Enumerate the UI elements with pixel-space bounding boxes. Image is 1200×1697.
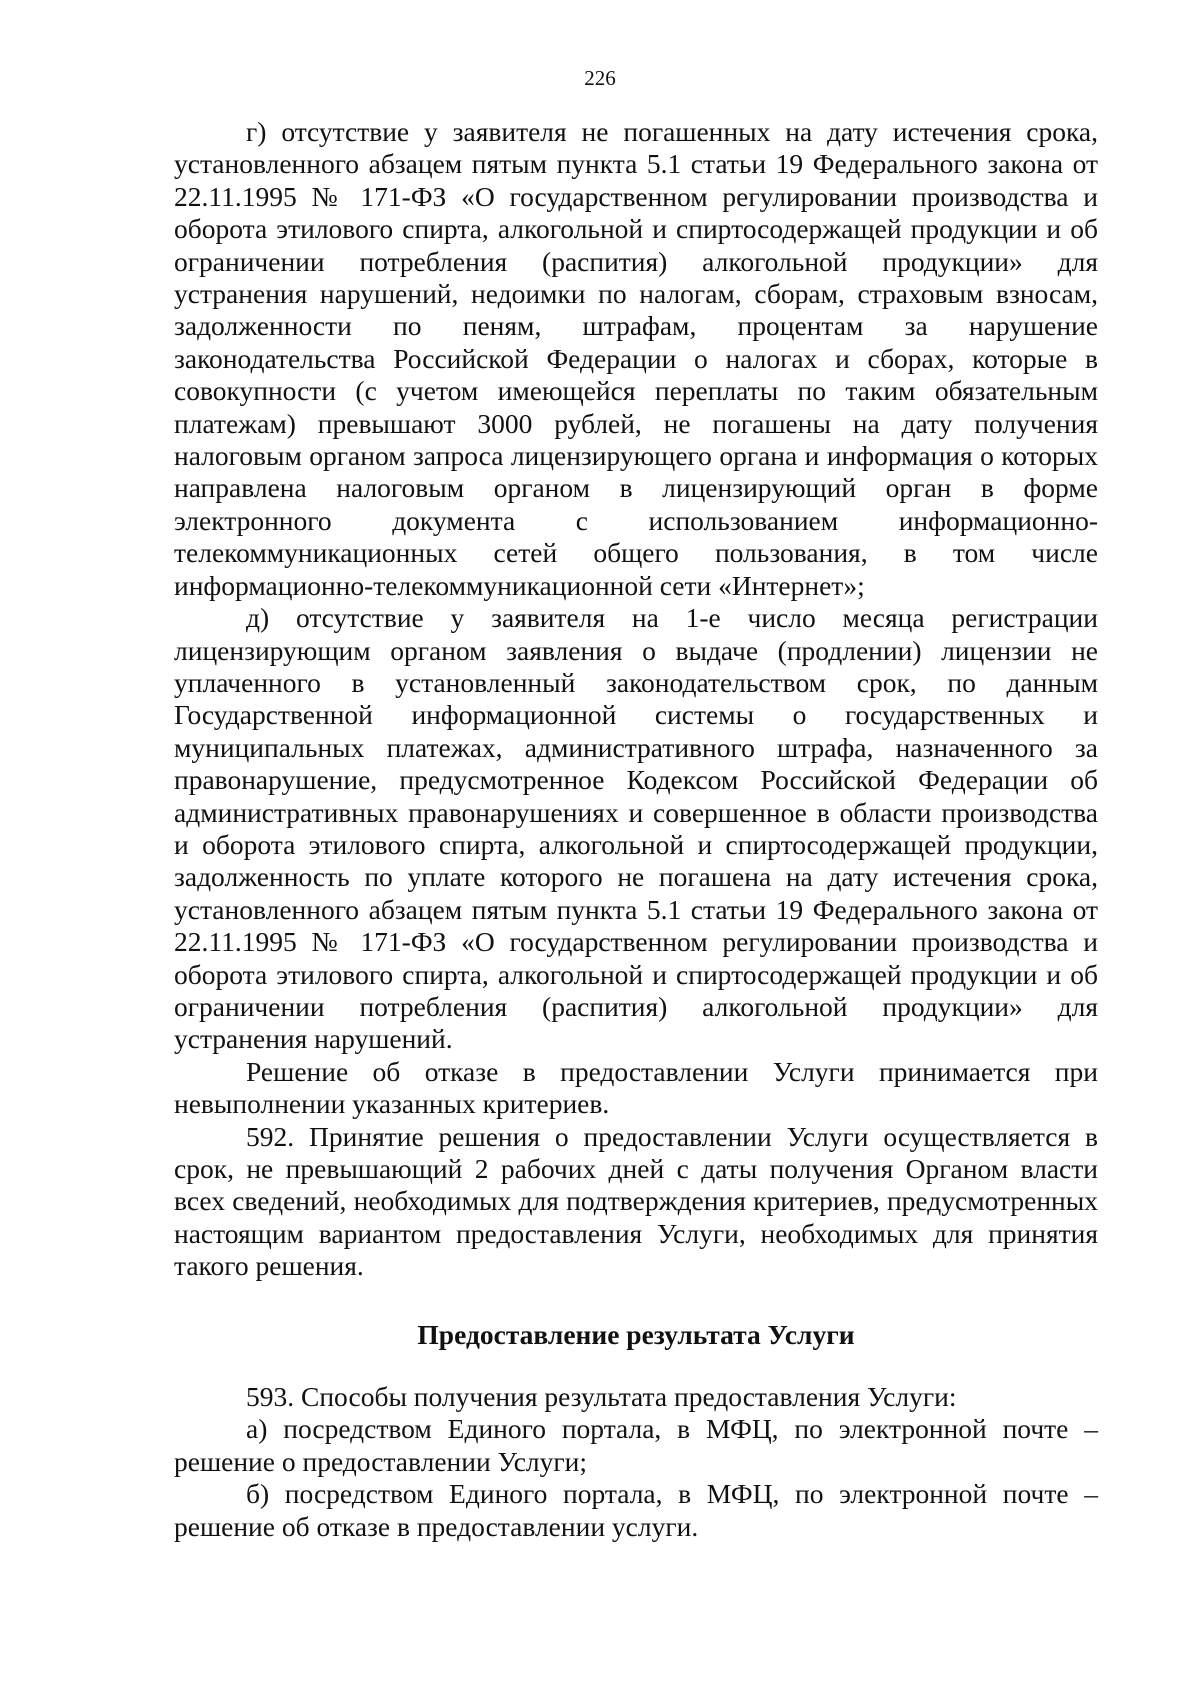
paragraph-593-b: б) посредством Единого портала, в МФЦ, по электронной почте – решение об отказе в предоставлении услуги. — [174, 1478, 1098, 1542]
section-heading: Предоставление результата Услуги — [417, 1318, 855, 1350]
paragraph-criterion-d: д) отсутствие у заявителя на 1-е число месяца регистрации лицензирующим органом заявления о выдаче (продлении) лицензии не уплаченного в установленный законодательством срок, по данным Государственной информационной системы о государственных и муниципальных платежах, административного штрафа, назначенного за правонарушение, предусмотренное Кодексом Российской Федерации об административных правонарушениях и совершенное в области производства и оборота этилового спирта, алкогольной и спиртосодержащей продукции, задолженность по уплате которого не погашена на дату истечения срока, установленного абзацем пятым пункта 5.1 статьи 19 Федерального закона от 22.11.1995 № 171-ФЗ «О государственном регулировании производства и оборота этилового спирта, алкогольной и спиртосодержащей продукции и об ограничении потребления (распития) алкогольной продукции» для устранения нарушений. — [174, 602, 1098, 1055]
paragraph-593-a: а) посредством Единого портала, в МФЦ, по электронной почте – решение о предоставлении Услуги; — [174, 1413, 1098, 1477]
paragraph-refusal-decision: Решение об отказе в предоставлении Услуги принимается при невыполнении указанных критериев. — [174, 1055, 1098, 1120]
document-body — [174, 116, 1098, 1543]
page-number: 226 — [584, 66, 616, 90]
paragraph-criterion-g: г) отсутствие у заявителя не погашенных на дату истечения срока, установленного абзацем пятым пункта 5.1 статьи 19 Федерального закона от 22.11.1995 № 171-ФЗ «О государственном регулировании производства и оборота этилового спирта, алкогольной и спиртосодержащей продукции и об ограничении потребления (распития) алкогольной продукции» для устранения нарушений, недоимки по налогам, сборам, страховым взносам, задолженности по пеням, штрафам, процентам за нарушение законодательства Российской Федерации о налогах и сборах, которые в совокупности (с учетом имеющейся переплаты по таким обязательным платежам) превышают 3000 рублей, не погашены на дату получения налоговым органом запроса лицензирующего органа и информация о которых направлена налоговым органом в лицензирующий орган в форме электронного документа с использованием информационно-телекоммуникационных сетей общего пользования, в том числе информационно-телекоммуникационной сети «Интернет»; — [174, 116, 1098, 601]
paragraph-593: 593. Способы получения результата предоставления Услуги: — [246, 1381, 957, 1413]
paragraph-592: 592. Принятие решения о предоставлении Услуги осуществляется в срок, не превышающий 2 рабочих дней с даты получения Органом власти всех сведений, необходимых для подтверждения критериев, предусмотренных настоящим вариантом предоставления Услуги, необходимых для принятия такого решения. — [174, 1120, 1098, 1282]
